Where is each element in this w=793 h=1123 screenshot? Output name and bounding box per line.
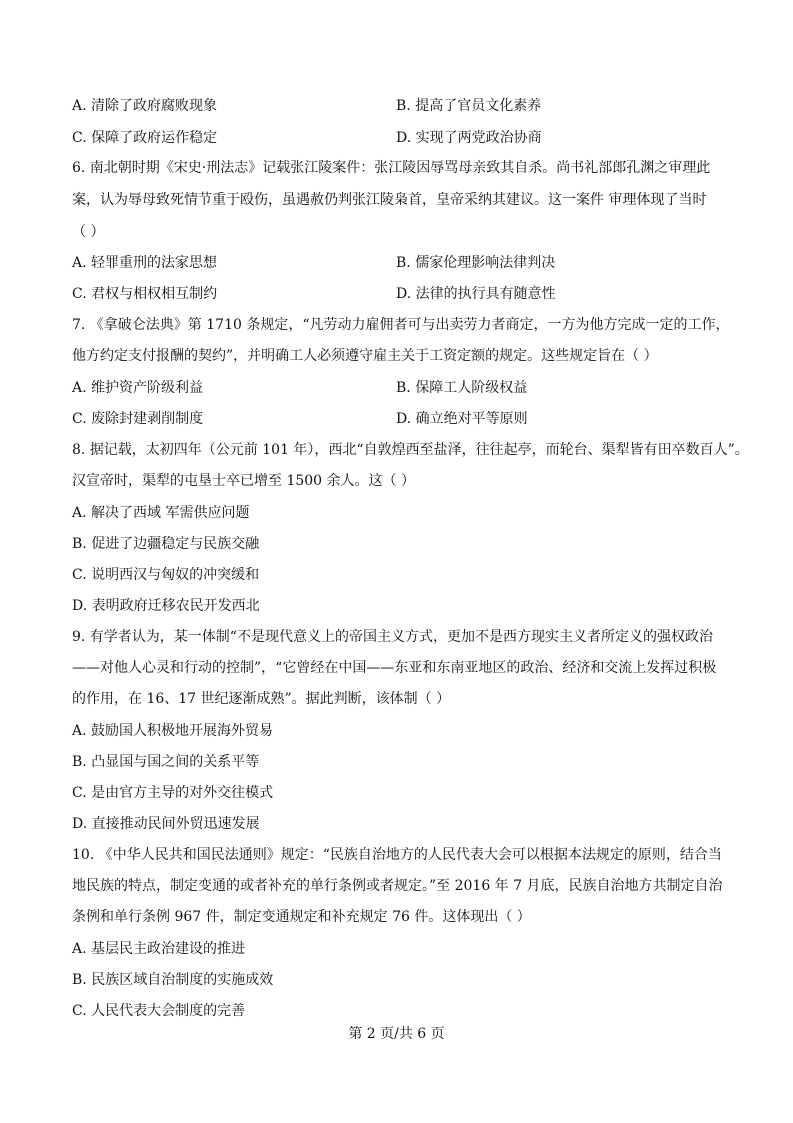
q6-option-a: A. 轻罪重刑的法家思想 [72,255,218,271]
q7-option-b: B. 保障工人阶级权益 [396,380,528,396]
q5-option-c: C. 保障了政府运作稳定 [72,130,218,146]
q7-option-d: D. 确立绝对平等原则 [396,411,528,427]
q7-option-c: C. 废除封建剥削制度 [72,411,204,427]
q9-stem-line-2: ——对他人心灵和行动的控制”，“它曾经在中国——东亚和东南亚地区的政治、经济和交流上发挥过积极 [72,660,717,676]
q10-stem-line-3: 条例和单行条例 967 件，制定变通规定和补充规定 76 件。这体现出（ ） [72,909,531,925]
q10-stem-line-1: 10. 《中华人民共和国民法通则》规定：“民族自治地方的人民代表大会可以根据本法规定的原则，结合当 [72,847,722,863]
q9-option-d: D. 直接推动民间外贸迅速发展 [72,816,260,832]
q9-stem-line-3: 的作用，在 16、17 世纪逐渐成熟”。据此判断，该体制（ ） [72,691,451,707]
q5-option-a: A. 清除了政府腐败现象 [72,98,218,114]
q8-stem-line-1: 8. 据记载，太初四年（公元前 101 年），西北“自敦煌西至盐泽，往往起亭，而轮台、渠犁皆有田卒数百人”。 [72,442,749,458]
q6-stem-line-1: 6. 南北朝时期《宋史·刑法志》记载张江陵案件：张江陵因辱骂母亲致其自杀。尚书礼部郎孔渊之审理此 [72,160,711,176]
q6-option-c: C. 君权与相权相互制约 [72,286,218,302]
q6-option-d: D. 法律的执行具有随意性 [396,286,556,302]
q5-option-d: D. 实现了两党政治协商 [396,130,542,146]
q7-stem-line-1: 7. 《拿破仑法典》第 1710 条规定，“凡劳动力雇佣者可与出卖劳力者商定，一方为他方完成一定的工作， [72,317,730,333]
q9-option-b: B. 凸显国与国之间的关系平等 [72,754,260,770]
q6-option-b: B. 儒家伦理影响法律判决 [396,255,556,271]
q8-option-a: A. 解决了西域 军需供应问题 [72,505,250,521]
page-number: 第 2 页/共 6 页 [348,1026,445,1042]
q7-stem-line-2: 他方约定支付报酬的契约”，并明确工人必须遵守雇主关于工资定额的规定。这些规定旨在（ ） [72,348,658,364]
q7-option-a: A. 维护资产阶级利益 [72,380,204,396]
q6-stem-line-2: 案，认为辱母致死情节重于殴伤，虽遇赦仍判张江陵枭首，皇帝采纳其建议。这一案件 审理体现了当时 [72,192,707,208]
q9-option-a: A. 鼓励国人积极地开展海外贸易 [72,723,274,739]
q9-option-c: C. 是由官方主导的对外交往模式 [72,785,274,801]
q8-stem-line-2: 汉宣帝时，渠犁的屯垦士卒已增至 1500 余人。这（ ） [72,473,415,489]
q10-stem-line-2: 地民族的特点，制定变通的或者补充的单行条例或者规定。”至 2016 年 7 月底，民族自治地方共制定自治 [72,878,723,894]
q8-option-b: B. 促进了边疆稳定与民族交融 [72,536,260,552]
q10-option-c: C. 人民代表大会制度的完善 [72,1003,246,1019]
q9-stem-line-1: 9. 有学者认为，某一体制“不是现代意义上的帝国主义方式，更加不是西方现实主义者所定义的强权政治 [72,629,713,645]
q6-stem-line-3: （ ） [72,224,105,240]
q10-option-a: A. 基层民主政治建设的推进 [72,941,246,957]
q5-option-b: B. 提高了官员文化素养 [396,98,542,114]
q8-option-c: C. 说明西汉与匈奴的冲突缓和 [72,567,260,583]
q10-option-b: B. 民族区域自治制度的实施成效 [72,972,274,988]
q8-option-d: D. 表明政府迁移农民开发西北 [72,598,260,614]
